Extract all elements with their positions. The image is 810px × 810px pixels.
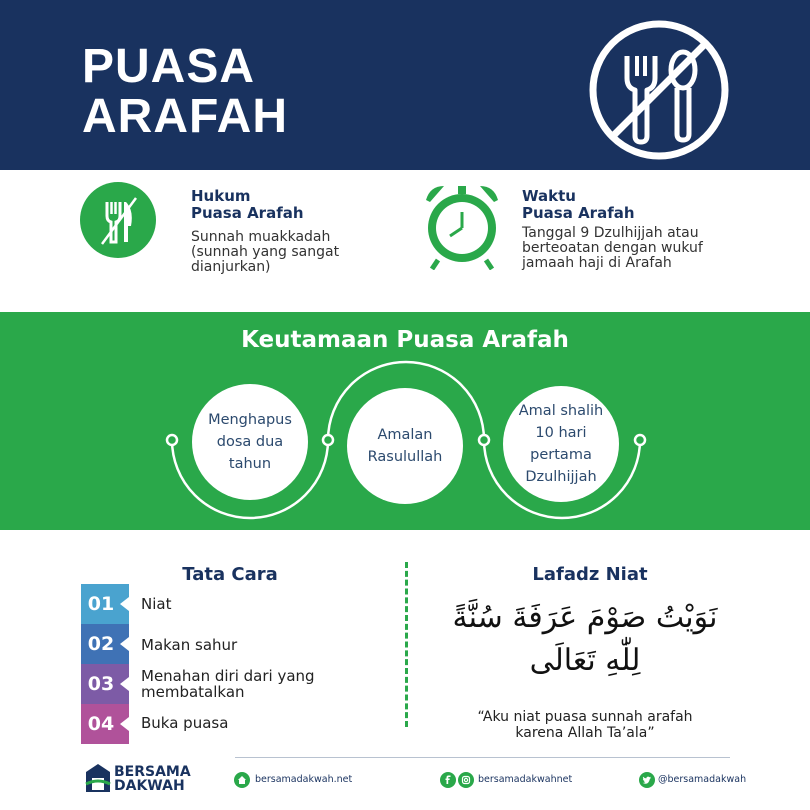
keutamaan-item-2: Amalan Rasulullah [347, 388, 463, 504]
section-divider [405, 562, 408, 727]
alarm-clock-icon [420, 180, 504, 270]
brand-name: BERSAMA DAKWAH [114, 764, 191, 794]
page-title [82, 42, 288, 142]
fork-knife-icon [80, 182, 156, 258]
waktu-text: Tanggal 9 Dzulhijjah atau berteoatan dengan wukuf jamaah haji di Arafah [522, 225, 703, 271]
step-badge-2: 02 [81, 624, 129, 664]
waktu-heading: Waktu Puasa Arafah [522, 187, 635, 222]
home-icon [234, 772, 250, 788]
instagram-icon[interactable] [458, 772, 474, 788]
keutamaan-title: Keutamaan Puasa Arafah [241, 327, 569, 353]
title-line-2: ARAFAH [82, 90, 288, 143]
facebook-icon[interactable] [440, 772, 456, 788]
keutamaan-item-3: Amal shalih 10 hari pertama Dzulhijjah [503, 386, 619, 502]
niat-arabic-line-2: لِلّٰهِ تَعَالَى [529, 643, 641, 678]
niat-title: Lafadz Niat [532, 564, 648, 585]
no-eating-icon [587, 18, 731, 162]
step-badge-1: 01 [81, 584, 129, 624]
tata-cara-title: Tata Cara [182, 564, 278, 585]
social-handle[interactable]: bersamadakwahnet [478, 774, 573, 785]
niat-translation: “Aku niat puasa sunnah arafah karena Allah Ta’ala” [477, 709, 693, 741]
niat-arabic-line-1: نَوَيْتُ صَوْمَ عَرَفَةَ سُنَّةً [452, 600, 718, 635]
step-label-1: Niat [141, 595, 172, 613]
website-link[interactable]: bersamadakwah.net [255, 774, 353, 785]
twitter-handle[interactable]: @bersamadakwah [658, 774, 747, 785]
step-label-4: Buka puasa [141, 714, 229, 732]
step-badge-4: 04 [81, 704, 129, 744]
step-label-2: Makan sahur [141, 636, 238, 654]
hukum-text: Sunnah muakkadah (sunnah yang sangat dianjurkan) [191, 229, 340, 275]
title-line-1: PUASA [82, 40, 256, 93]
twitter-icon[interactable] [639, 772, 655, 788]
brand-logo-icon [83, 762, 113, 796]
hukum-heading: Hukum Puasa Arafah [191, 187, 304, 222]
step-label-3: Menahan diri dari yang membatalkan [141, 667, 315, 701]
step-badge-3: 03 [81, 664, 129, 704]
keutamaan-item-1: Menghapus dosa dua tahun [192, 384, 308, 500]
footer-divider [235, 757, 730, 758]
